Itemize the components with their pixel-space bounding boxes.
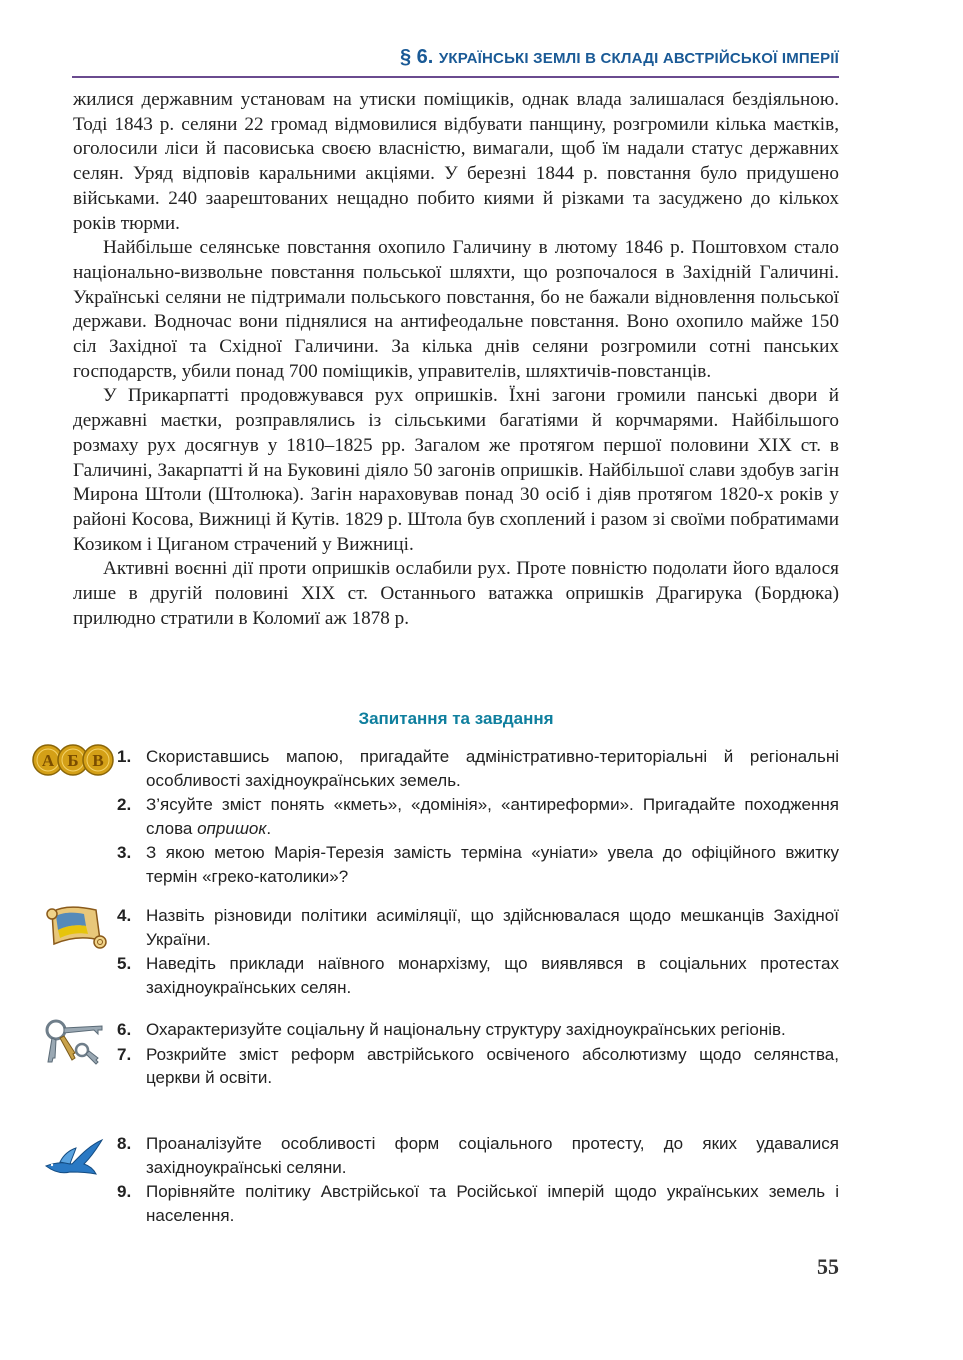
header-rule	[72, 76, 839, 78]
question-number: 4.	[117, 906, 132, 925]
question-item	[115, 904, 839, 951]
question-item	[115, 1043, 839, 1090]
coin-letter: А	[41, 751, 55, 770]
question-text: Наведіть приклади наївного монархізму, що виявлявся в соціальних протестах західноукраїнських селян.	[146, 954, 839, 997]
question-text: Скориставшись мапою, пригадайте адміністративно-територіальні й регіональні особливості західноукраїнських земель.	[146, 747, 839, 790]
paragraph: Активні воєнні дії проти опришків ослабили рух. Проте повністю подолати його вдалося лише в другій половині XIX ст. Останнього ватажка опришків Драгирука (Бордюка) прилюдно стратили в Коломиї аж 1878 р.	[73, 558, 839, 629]
section-title: УКРАЇНСЬКІ ЗЕМЛІ В СКЛАДІ АВСТРІЙСЬКОЇ ІМПЕРІЇ	[438, 50, 839, 67]
page-header	[0, 0, 963, 80]
body-text	[73, 88, 839, 631]
questions-group-2	[115, 904, 839, 1000]
keys-icon	[42, 1016, 106, 1066]
question-text: Назвіть різновиди політики асиміляції, що здійснювалася щодо мешканців Західної України.	[146, 906, 839, 949]
questions-group-1	[115, 745, 839, 889]
bird-icon	[42, 1136, 106, 1178]
question-item	[115, 952, 839, 999]
question-item	[115, 745, 839, 792]
question-text: Проаналізуйте особливості форм соціального протесту, до яких удавалися західноукраїнські селяни.	[146, 1134, 839, 1177]
paragraph: Найбільше селянське повстання охопило Галичину в лютому 1846 р. Поштовхом стало національно-визвольне повстання польської шляхти, що розпочалося в Західній Галичині. Українські селяни не підтримали польського повстання, бо не бажали відновлення польської держави. Водночас вони піднялися на антифеодальне повстання. Воно охопило майже 150 сіл Західної та Східної Галичини. За кілька днів селяни розгромили сотні панських господарств, убили понад 700 поміщиків, управителів, шляхтичів-повстанців.	[73, 237, 839, 382]
question-text: Розкрийте зміст реформ австрійського освіченого абсолютизму щодо селянства, церкви й освіти.	[146, 1044, 839, 1087]
question-number: 9.	[117, 1182, 132, 1201]
section-number: § 6.	[399, 46, 434, 68]
paragraph: жилися державним установам на утиски поміщиків, однак влада залишалася бездіяльною. Тоді 1843 р. селяни 22 громад відмовилися відбувати панщину, розгромили кілька маєтків, оголосили ліси й пасовиська своєю власністю, вимагали, щоб їм надали статус державних селян. Уряд відповів каральними акціями. У березні 1844 р. повстання було придушено військами. 240 заарештованих нещадно побито киями й різками та засуджено до кількох років тюрми.	[73, 89, 839, 234]
coin-letter: Б	[67, 751, 79, 770]
question-number: 3.	[117, 843, 132, 862]
question-number: 2.	[117, 795, 132, 814]
question-item	[115, 793, 839, 840]
question-item	[115, 1132, 839, 1179]
coin-letter: В	[92, 751, 104, 770]
question-number: 5.	[117, 954, 132, 973]
map-scroll-icon	[44, 902, 108, 952]
question-number: 6.	[117, 1020, 132, 1039]
question-item	[115, 1018, 839, 1042]
questions-group-4	[115, 1132, 839, 1228]
question-text: Охарактеризуйте соціальну й національну структуру західноукраїнських регіонів.	[146, 1020, 786, 1039]
question-text: З якою метою Марія-Терезія замість терміна «уніати» увела до офіційного вжитку термін «греко-католики»?	[146, 843, 839, 886]
page-number: 55	[817, 1254, 839, 1279]
question-number: 7.	[117, 1044, 132, 1064]
question-number: 1.	[117, 747, 132, 766]
running-title	[400, 46, 839, 69]
question-number: 8.	[117, 1134, 132, 1153]
questions-group-3	[115, 1018, 839, 1091]
question-item	[115, 1180, 839, 1227]
paragraph: У Прикарпатті продовжувався рух опришків. Їхні загони громили панські двори й державні маєтки, розправлялись із сільськими багатіями й корчмарями. Найбільшого розмаху рух досягнув у 1810–1825 рр. Загалом же протягом першої половини XIX ст. в Галичині, Закарпатті й на Буковині діяло 50 загонів опришків. Найбільшої слави здобув загін Мирона Штоли (Штолюка). Загін нараховував понад 30 осіб і діяв протягом 1820-х років у районі Косова, Вижниці й Кутів. 1829 р. Штола був схоплений і разом зі своїми побратимами Козиком і Циганом страчений у Вижниці.	[73, 385, 839, 555]
question-text: Порівняйте політику Австрійської та Російської імперій щодо українських земель і населення.	[146, 1182, 839, 1225]
question-text: З’ясуйте зміст понять «кметь», «домінія», «антиреформи». Пригадайте походження слова	[146, 795, 839, 838]
questions-heading: Запитання та завдання	[358, 709, 554, 728]
question-item	[115, 841, 839, 888]
question-text-end: .	[266, 818, 272, 838]
question-term: опришок	[197, 818, 267, 838]
coins-abv-icon	[32, 742, 114, 778]
